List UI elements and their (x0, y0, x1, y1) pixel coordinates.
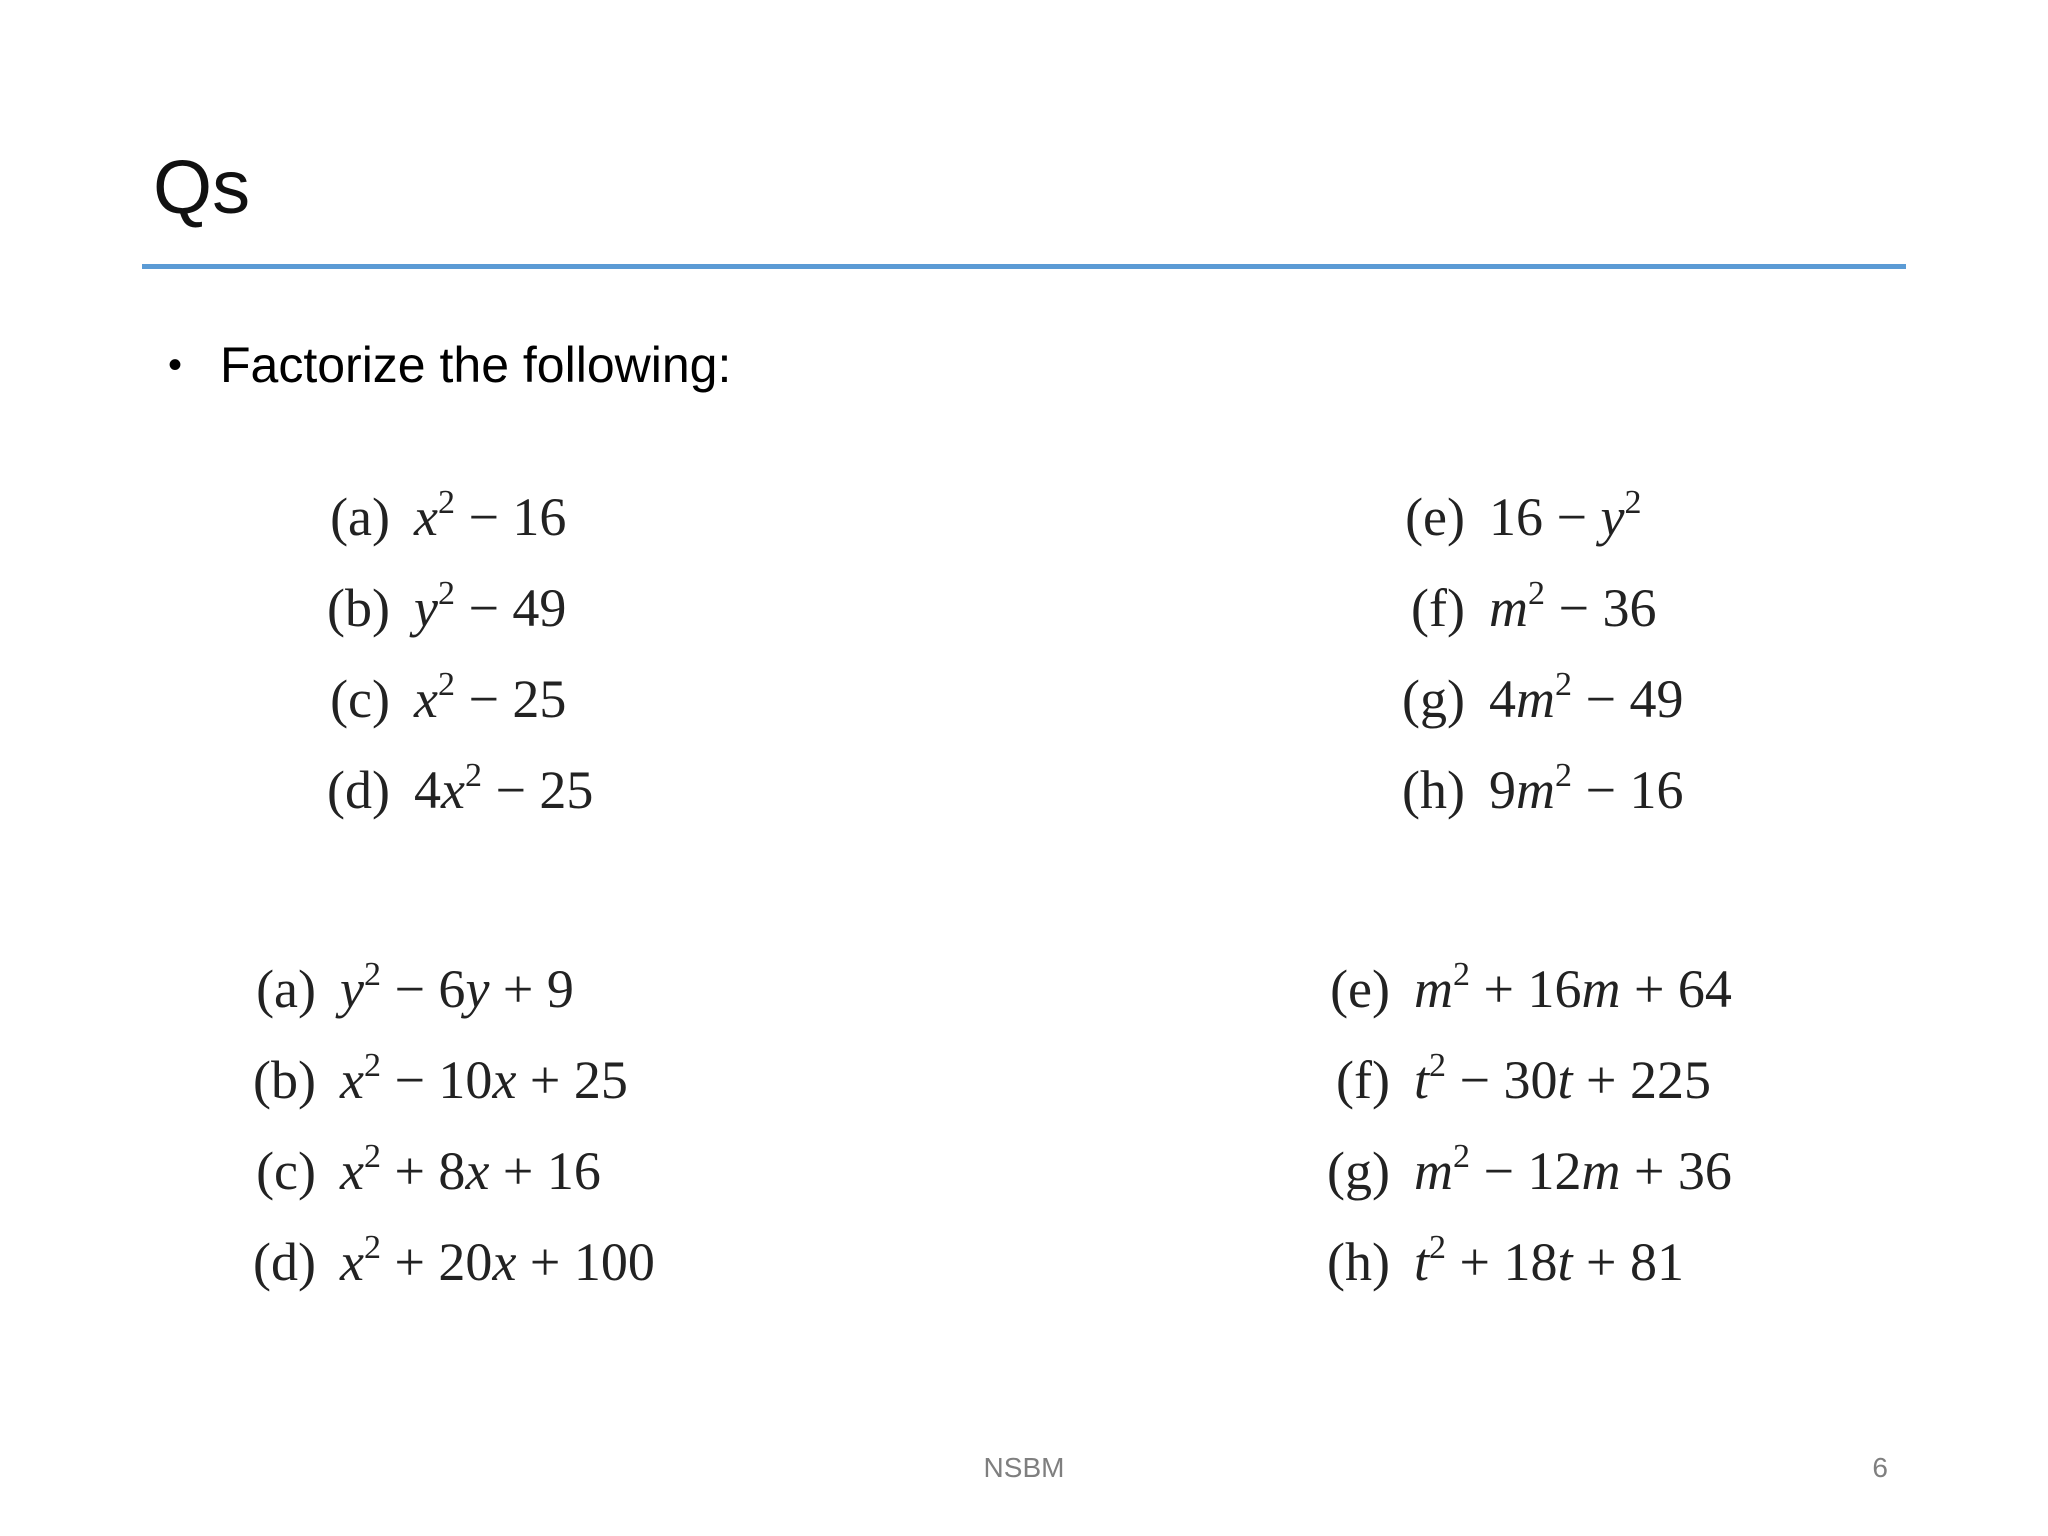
problem-item (1290, 1047, 1711, 1110)
problem-label: (b) (327, 578, 390, 638)
problem-expression: $m^2 - 36$ (1489, 575, 1657, 638)
problem-label: (a) (330, 487, 390, 547)
problem-label: (g) (1402, 669, 1465, 729)
problem-item (1365, 666, 1684, 729)
problem-expression: $m^2 - 12m + 36$ (1414, 1138, 1732, 1201)
problem-expression: $x^2 - 16$ (414, 484, 567, 547)
problem-label: (d) (327, 760, 390, 820)
problem-item (1365, 575, 1657, 638)
problem-item (216, 1138, 601, 1201)
bullet-text: Factorize the following: (220, 337, 732, 393)
problem-expression: $y^2 - 6y + 9$ (340, 956, 574, 1019)
problem-expression: $y^2 - 49$ (414, 575, 567, 638)
problem-item (1290, 1229, 1684, 1292)
problem-item (1365, 757, 1684, 820)
problem-item (290, 575, 567, 638)
bullet-icon: • (168, 343, 183, 387)
problem-expression: $x^2 + 20x + 100$ (340, 1229, 655, 1292)
problem-label: (c) (256, 1141, 316, 1201)
problem-label: (e) (1330, 959, 1390, 1019)
problem-item (290, 666, 567, 729)
problem-expression: $4m^2 - 49$ (1489, 666, 1684, 729)
problem-expression: $x^2 - 25$ (414, 666, 567, 729)
slide-title: Qs (153, 145, 251, 230)
bullet-item (168, 337, 732, 393)
title-underline (142, 264, 1906, 269)
problem-item (290, 757, 594, 820)
problem-expression: $t^2 + 18t + 81$ (1414, 1229, 1684, 1292)
problem-expression: $m^2 + 16m + 64$ (1414, 956, 1732, 1019)
page-number: 6 (1872, 1452, 1888, 1483)
problem-item (216, 1229, 655, 1292)
problem-item (1290, 956, 1732, 1019)
problem-label: (f) (1411, 578, 1465, 638)
problem-label: (a) (256, 959, 316, 1019)
problem-label: (d) (253, 1232, 316, 1292)
problem-label: (g) (1327, 1141, 1390, 1201)
problem-item (1365, 484, 1642, 547)
problem-expression: $4x^2 - 25$ (414, 757, 594, 820)
problem-label: (f) (1336, 1050, 1390, 1110)
problem-expression: $t^2 - 30t + 225$ (1414, 1047, 1711, 1110)
problem-label: (e) (1405, 487, 1465, 547)
problem-item (1290, 1138, 1732, 1201)
problem-item (216, 956, 574, 1019)
problem-label: (h) (1327, 1232, 1390, 1292)
problem-label: (h) (1402, 760, 1465, 820)
problem-expression: $9m^2 - 16$ (1489, 757, 1684, 820)
problem-expression: $x^2 + 8x + 16$ (340, 1138, 601, 1201)
problem-label: (b) (253, 1050, 316, 1110)
problem-item (290, 484, 567, 547)
problem-label: (c) (330, 669, 390, 729)
footer-text: NSBM (983, 1452, 1065, 1483)
problem-expression: $16 - y^2$ (1489, 484, 1642, 547)
problem-expression: $x^2 - 10x + 25$ (340, 1047, 628, 1110)
problem-item (216, 1047, 628, 1110)
